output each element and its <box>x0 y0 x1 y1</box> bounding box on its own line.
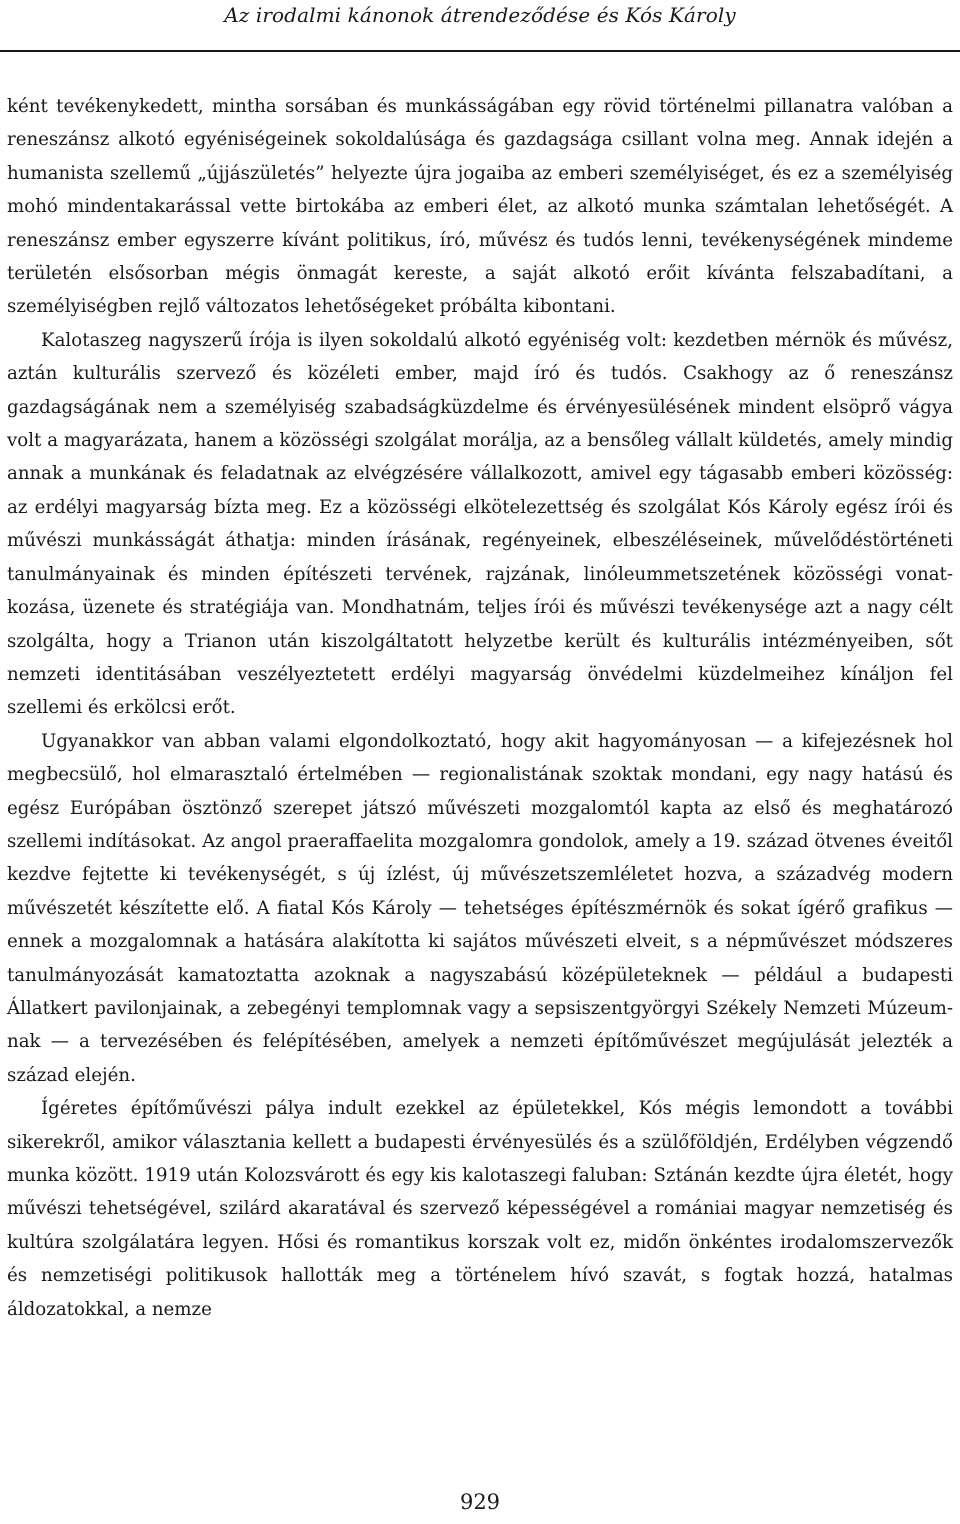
paragraph-continued: ként tevékenykedett, mintha sorsában és munkásságában egy rövid történelmi pillanatra valóban a reneszánsz alkotó egyéniségeinek sokoldalúsága és gazdagsága csillant volna meg. Annak idején a humanista szellemű „újjászületés” helyezte újra jogaiba az emberi személyiséget, és ez a személyiség mohó mindentakarással vette birtokába az emberi élet, az alkotó munka számtalan lehetőségét. A reneszánsz ember egyszerre kívánt politikus, író, művész és tudós lenni, tevékenységének mindeme területén elsősorban mégis önmagát kereste, a saját alkotó erőit kívánta felszabadítani, a személyiségben rejlő változatos lehetőségeket próbálta kibontani. <box>7 96 953 318</box>
header-rule <box>0 50 960 52</box>
page-number: 929 <box>459 1490 501 1514</box>
running-header: Az irodalmi kánonok átrendeződése és Kós Károly <box>224 3 736 27</box>
paragraph-erdely: Ígéretes építőművészi pálya indult ezekkel az épületekkel, Kós mégis lemondott a további sikerekről, amikor választania kellett a budapesti érvényesülés és a szülőföldjén, Erdélyben végzendő munka között. 1919 után Kolozsvárott és egy kis kalotaszegi faluban: Sztánán kezdte újra életét, hogy művészi tehetségével, szilárd akaratával és szervező képességével a romániai magyar nemzetiség és kultúra szolgálatára legyen. Hősi és romantikus korszak volt ez, midőn önkéntes irodalomszervezők és nemzetiségi politikusok hallották meg a történelem hívó szavát, s fogtak hozzá, hatalmas áldozatokkal, a nemze <box>7 1098 953 1320</box>
paragraph-kalotaszeg: Kalotaszeg nagyszerű írója is ilyen sokoldalú alkotó egyéniség volt: kezdetben mérnök és művész, aztán kulturális szervező és közéleti ember, majd író és tudós. Csakhogy az ő reneszánsz gazdagságának nem a személyiség szabadságküzdelme és érvényesülésének mindent elsöprő vágya volt a magyarázata, hanem a közösségi szolgálat morálja, az a bensőleg vállalt küldetés, amely mindig annak a munkának és feladatnak az elvégzésére vállalkozott, amivel egy tágasabb emberi közösség: az erdélyi magyarság bízta meg. Ez a közösségi elkötelezettség és szolgálat Kós Károly egész írói és művészi munkásságát áthatja: minden írásának, regényeinek, elbeszéléseinek, művelődéstörténeti tanulmányainak és minden építészeti tervének, rajzának, linóleummetszetének közösségi vonatkozása, üzenete és stratégiája van. Mondhatnám, teljes írói és művészi tevékenysége azt a nagy célt szolgálta, hogy a Trianon után kiszolgáltatott helyzetbe került és kulturális intézményeiben, sőt nemzeti identitásában veszélyeztetett erdélyi magyarság önvédelmi küzdelmeihez kínáljon fel szellemi és erkölcsi erőt. <box>7 329 953 719</box>
body-text <box>7 90 953 1326</box>
paragraph-praeraffaelita: Ugyanakkor van abban valami elgondolkoztató, hogy akit hagyományosan — a kifejezésnek hol megbecsülő, hol elmarasztaló értelmében — regionalistának szoktak mondani, egy nagy hatású és egész Európában ösztönző szerepet játszó művészeti mozgalomtól kapta az első és meghatározó szellemi indításokat. Az angol praeraffaelita mozgalomra gondolok, amely a 19. század ötvenes éveitől kezdve fejtette ki tevékenységét, s új ízlést, új művészetszemléletet hozva, a századvég modern művészetét készítette elő. A fiatal Kós Károly — tehetséges építészmérnök és sokat ígérő grafikus — ennek a mozgalomnak a hatására alakította ki sajátos művészeti elveit, s a népművészet módszeres tanulmányozását kamatoztatta azoknak a nagyszabású középületeknek — például a budapesti Állatkert pavilonjainak, a zebegényi templomnak vagy a sepsiszentgyörgyi Székely Nemzeti Múzeumnak — a tervezésében és felépítésében, amelyek a nemzeti építőművészet megújulását jelezték a század elején. <box>7 730 953 1086</box>
